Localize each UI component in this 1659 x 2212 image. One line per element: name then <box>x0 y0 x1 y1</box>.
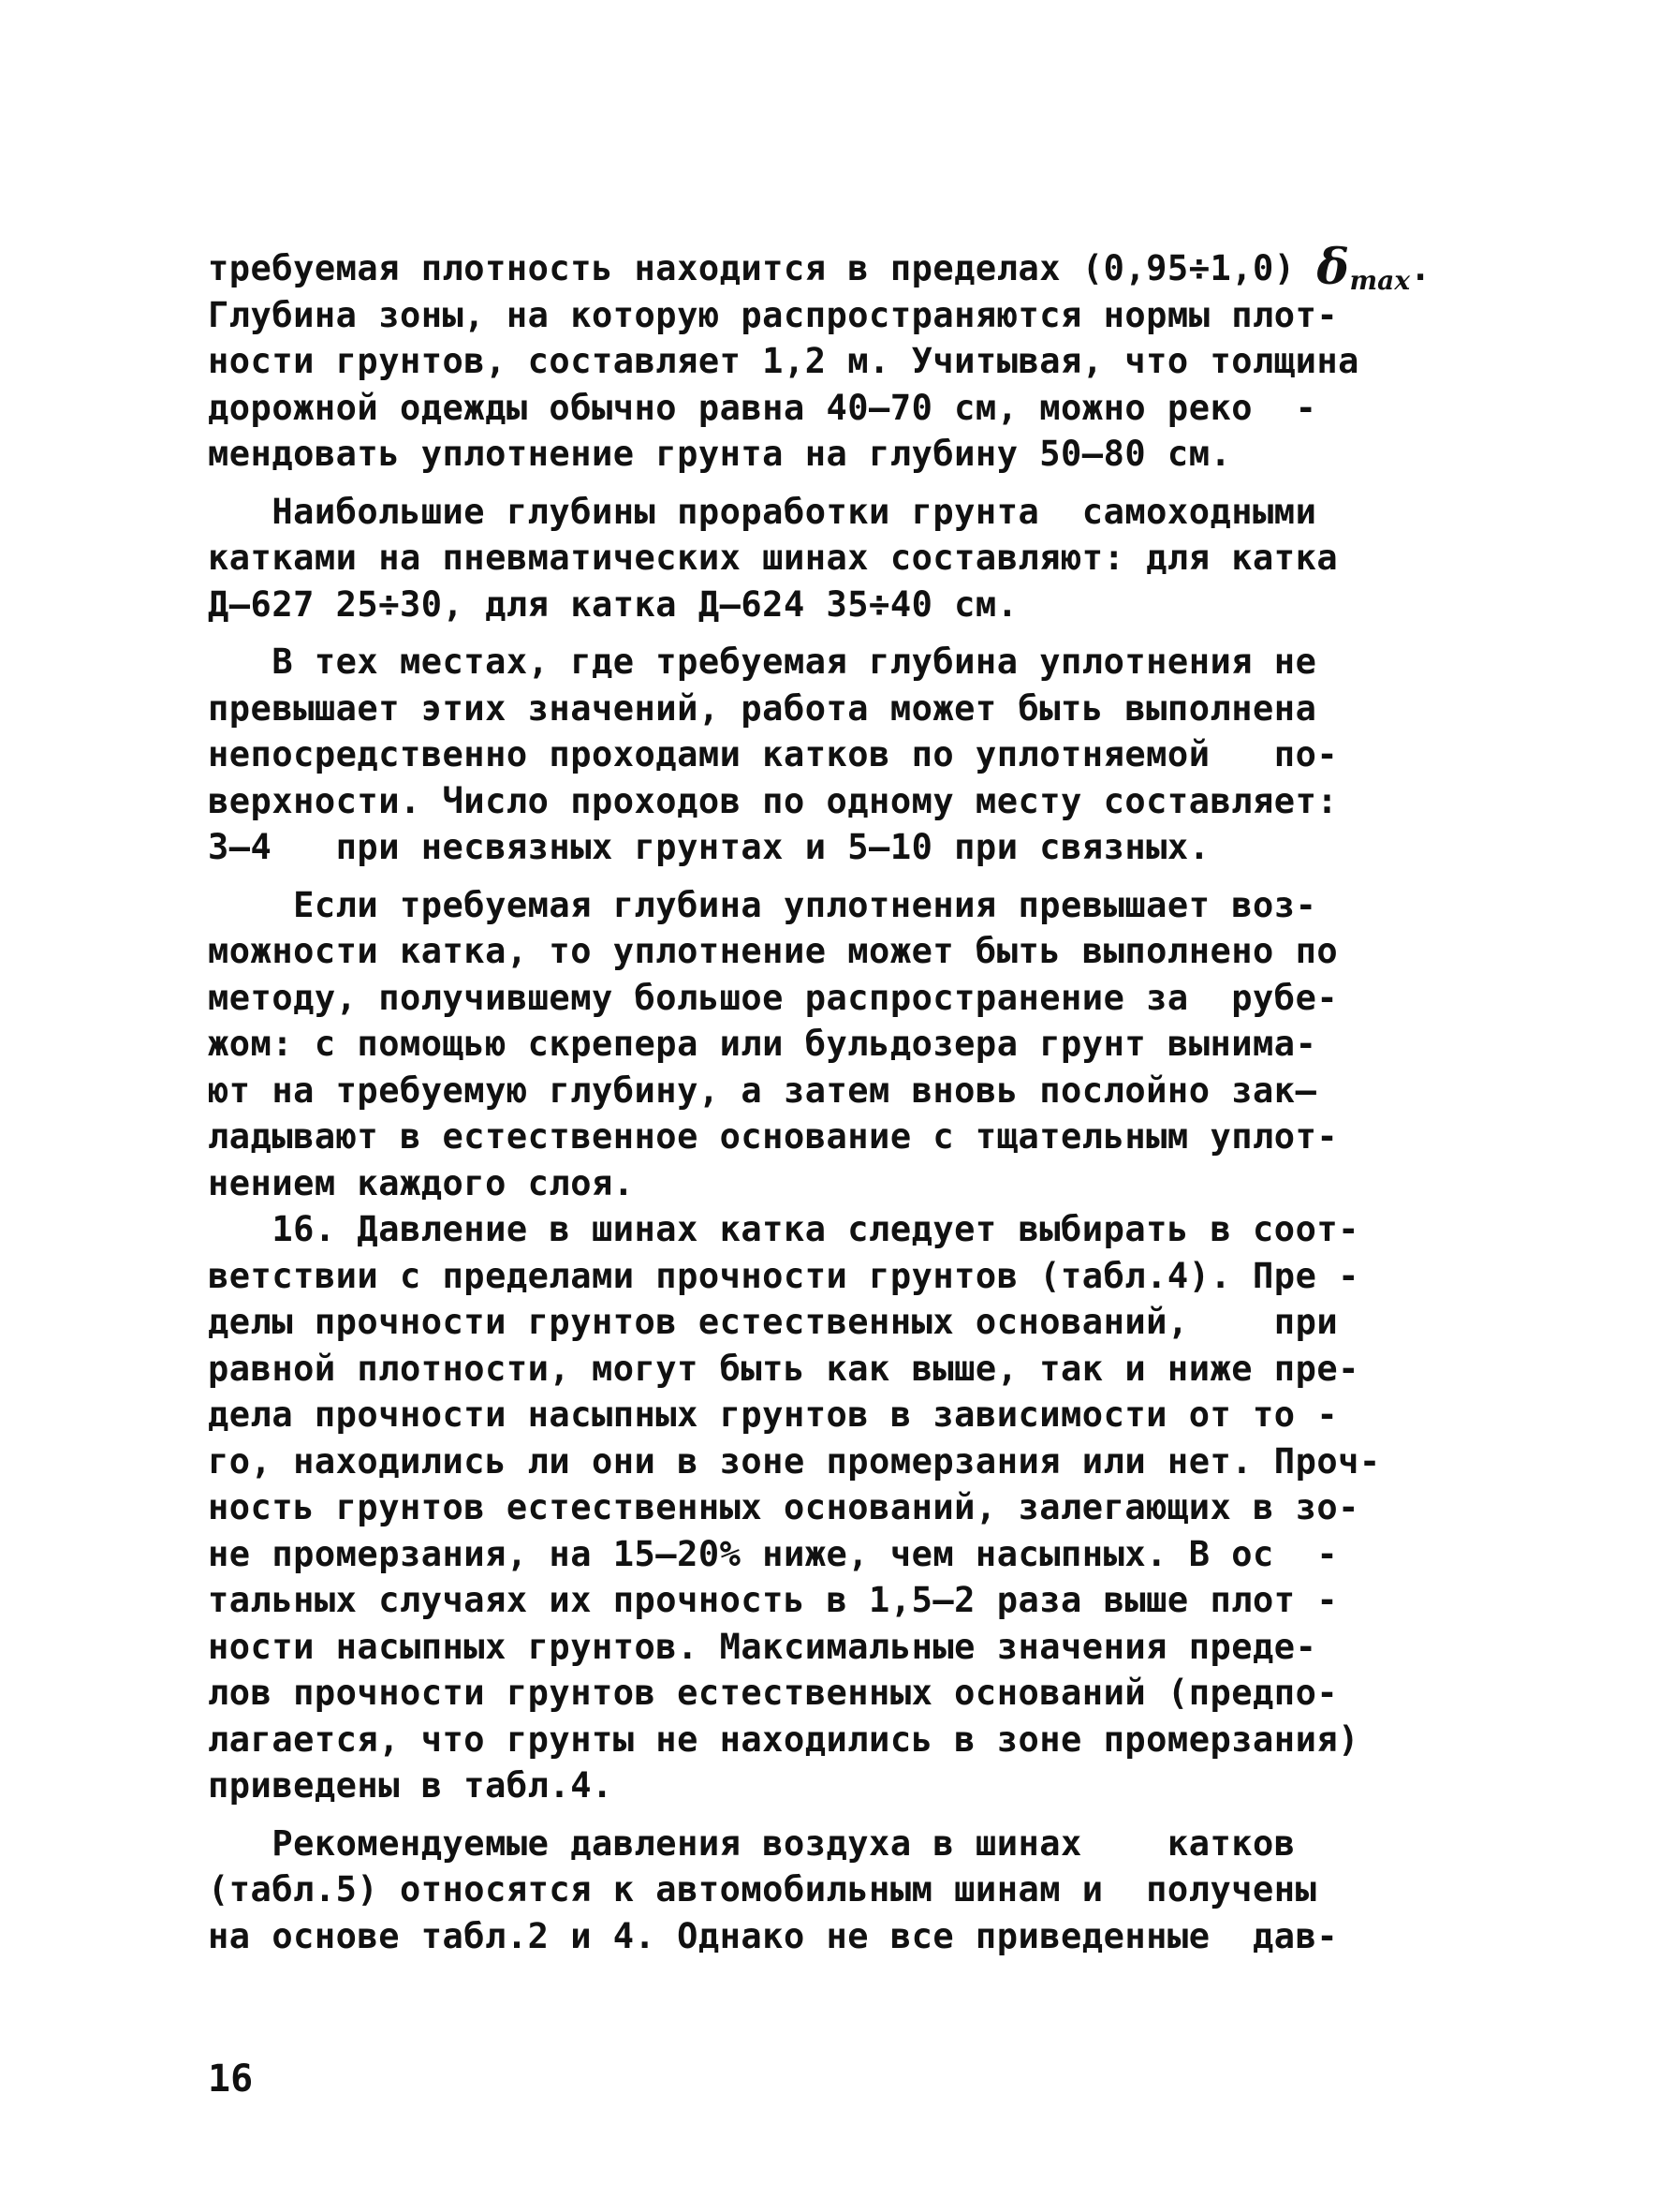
text-line: ладывают в естественное основание с тщательным уплот- <box>208 1116 1339 1157</box>
text-line: ность грунтов естественных оснований, залегающих в зо- <box>208 1487 1359 1527</box>
text-line: равной плотности, могут быть как выше, так и ниже пре- <box>208 1348 1359 1389</box>
text-line: (табл.5) относятся к автомобильным шинам и получены <box>208 1869 1317 1910</box>
page-body <box>208 239 1462 1959</box>
text-line: ветствии с пределами прочности грунтов (табл.4). Пре - <box>208 1255 1359 1296</box>
text-line: непосредственно проходами катков по уплотняемой по- <box>208 734 1339 774</box>
text-lines <box>208 292 1462 1960</box>
first-line-text: требуемая плотность находится в пределах (0,95÷1,0) <box>208 248 1296 288</box>
text-line: методу, получившему большое распространение за рубе- <box>208 977 1339 1018</box>
text-line: Если требуемая глубина уплотнения превышает воз- <box>208 884 1317 925</box>
text-line: го, находились ли они в зоне промерзания или нет. Проч- <box>208 1440 1381 1482</box>
text-line: мендовать уплотнение грунта на глубину 50–80 см. <box>208 434 1232 474</box>
delta-subscript: max <box>1349 265 1411 296</box>
first-line <box>208 239 1462 296</box>
text-line: приведены в табл.4. <box>208 1765 613 1806</box>
text-line: жом: с помощью скрепера или бульдозера грунт вынима- <box>208 1024 1317 1064</box>
text-line: 16. Давление в шинах катка следует выбирать в соот- <box>208 1209 1359 1249</box>
text-line: на основе табл.2 и 4. Однако не все приведенные дав- <box>208 1915 1339 1956</box>
text-line: ности насыпных грунтов. Максимальные значения преде- <box>208 1626 1317 1667</box>
text-line: дела прочности насыпных грунтов в зависимости от то - <box>208 1394 1339 1435</box>
text-line: можности катка, то уплотнение может быть выполнено по <box>208 931 1339 971</box>
text-line: не промерзания, на 15–20% ниже, чем насыпных. В ос - <box>208 1533 1339 1574</box>
text-line: Наибольшие глубины проработки грунта самоходными <box>208 491 1317 532</box>
paragraph-gap <box>208 478 1462 489</box>
text-line: лов прочности грунтов естественных оснований (предпо- <box>208 1673 1339 1713</box>
paragraph-gap <box>208 1809 1462 1821</box>
text-line: катками на пневматических шинах составляют: для катка <box>208 538 1339 578</box>
paragraph-gap <box>208 871 1462 882</box>
text-line: тальных случаях их прочность в 1,5–2 раза выше плот - <box>208 1580 1339 1620</box>
first-line-trailing: . <box>1410 248 1431 288</box>
text-line: нением каждого слоя. <box>208 1162 635 1203</box>
text-line: дорожной одежды обычно равна 40–70 см, можно реко - <box>208 387 1317 428</box>
text-line: верхности. Число проходов по одному месту составляет: <box>208 780 1339 821</box>
text-line: ности грунтов, составляет 1,2 м. Учитывая, что толщина <box>208 341 1359 381</box>
text-line: Глубина зоны, на которую распространяются нормы плот- <box>208 294 1339 335</box>
text-line: ют на требуемую глубину, а затем вновь послойно зак— <box>208 1069 1317 1111</box>
text-line: превышает этих значений, работа может быть выполнена <box>208 687 1317 729</box>
text-line: В тех местах, где требуемая глубина уплотнения не <box>208 641 1317 682</box>
text-line: Д–627 25÷30, для катка Д–624 35÷40 см. <box>208 583 1019 625</box>
paragraph-gap <box>208 627 1462 639</box>
text-line: делы прочности грунтов естественных оснований, при <box>208 1302 1339 1342</box>
page-number: 16 <box>208 2057 254 2101</box>
delta-symbol: δ <box>1316 239 1350 296</box>
text-line: 3–4 при несвязных грунтах и 5–10 при связных. <box>208 827 1211 867</box>
text-line: лагается, что грунты не находились в зоне промерзания) <box>208 1718 1359 1760</box>
text-line: Рекомендуемые давления воздуха в шинах катков <box>208 1822 1296 1864</box>
